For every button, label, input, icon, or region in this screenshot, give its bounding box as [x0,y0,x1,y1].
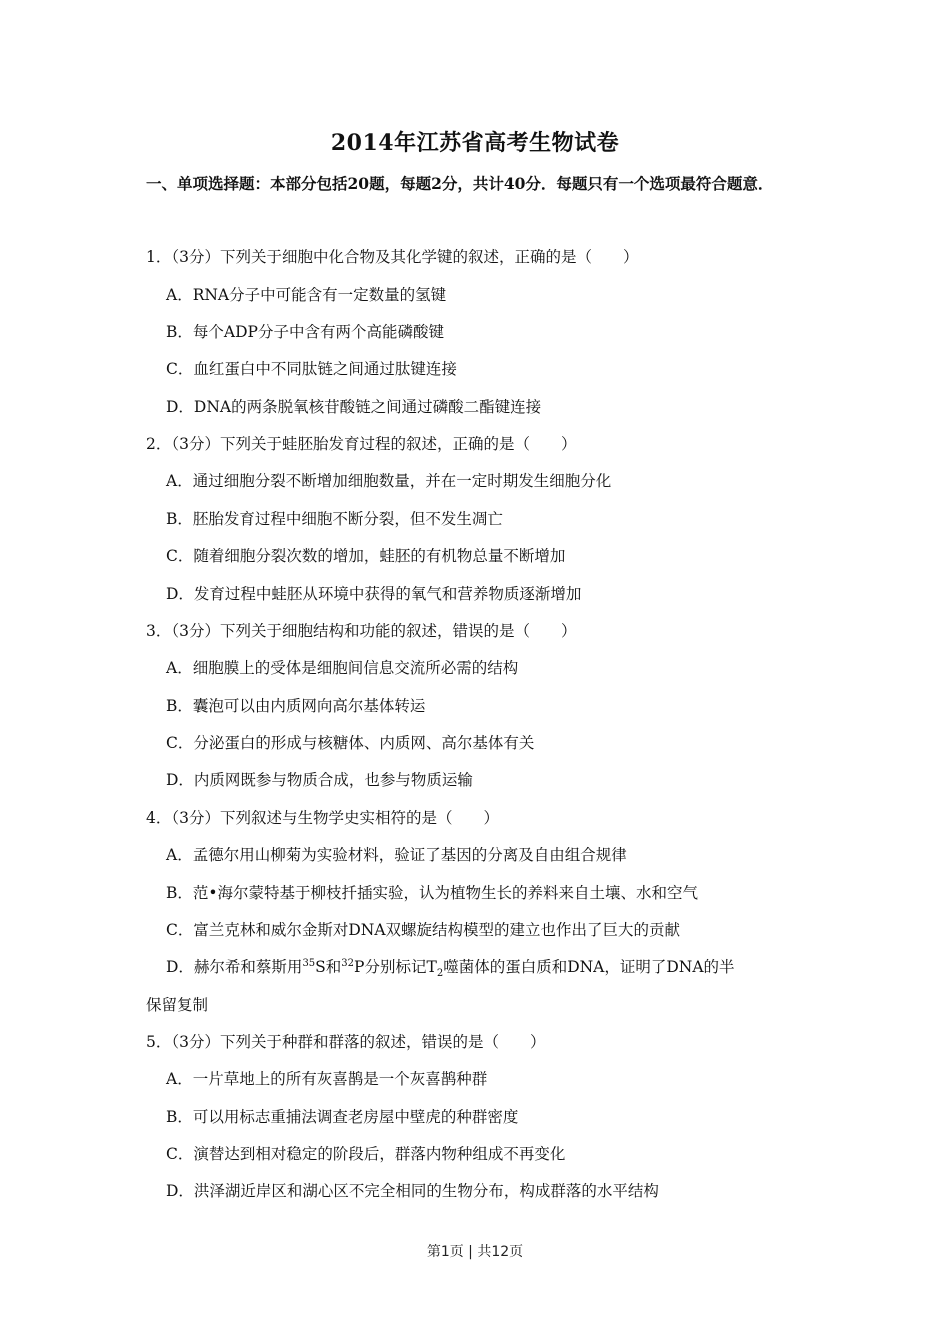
question-3-option-b: B．囊泡可以由内质网向高尔基体转运 [166,697,426,715]
option-d-text-3: P分别标记T [354,958,437,976]
question-5-option-c: C．演替达到相对稳定的阶段后，群落内物种组成不再变化 [166,1145,566,1163]
question-1-option-c: C．血红蛋白中不同肽链之间通过肽键连接 [166,360,457,378]
question-3-option-d: D．内质网既参与物质合成，也参与物质运输 [166,771,473,789]
question-3-stem: 3．（3分）下列关于细胞结构和功能的叙述，错误的是（ ） [146,622,577,640]
question-2-option-b: B．胚胎发育过程中细胞不断分裂，但不发生凋亡 [166,510,503,528]
question-2-stem: 2．（3分）下列关于蛙胚胎发育过程的叙述，正确的是（ ） [146,435,577,453]
option-d-text-1: D．赫尔希和蔡斯用 [166,958,303,976]
question-2-option-a: A．通过细胞分裂不断增加细胞数量，并在一定时期发生细胞分化 [166,472,612,490]
question-2-option-c: C．随着细胞分裂次数的增加，蛙胚的有机物总量不断增加 [166,547,566,565]
question-1-stem: 1．（3分）下列关于细胞中化合物及其化学键的叙述，正确的是（ ） [146,248,639,266]
page-footer: 第1页 | 共12页 [426,1244,524,1260]
question-1-option-a: A．RNA分子中可能含有一定数量的氢键 [166,286,447,304]
section-heading: 一、单项选择题：本部分包括20题，每题2分，共计40分．每题只有一个选项最符合题意． [146,174,774,193]
question-4-option-d-continuation: 保留复制 [146,996,209,1014]
option-d-text-2: S和 [315,958,342,976]
page-title: 2014年江苏省高考生物试卷 [330,130,620,156]
question-5-option-b: B．可以用标志重捕法调查老房屋中壁虎的种群密度 [166,1108,519,1126]
t2-subscript: 2 [436,968,444,980]
option-d-text-4: 噬菌体的蛋白质和DNA，证明了DNA的半 [443,958,735,976]
isotope-32-superscript: 32 [341,957,355,969]
question-5-stem: 5．（3分）下列关于种群和群落的叙述，错误的是（ ） [146,1033,546,1051]
question-5-option-d: D．洪泽湖近岸区和湖心区不完全相同的生物分布，构成群落的水平结构 [166,1182,659,1200]
isotope-35-superscript: 35 [302,957,316,969]
question-1-option-b: B．每个ADP分子中含有两个高能磷酸键 [166,323,444,341]
question-4-stem: 4．（3分）下列叙述与生物学史实相符的是（ ） [146,809,499,827]
question-5-option-a: A．一片草地上的所有灰喜鹊是一个灰喜鹊种群 [166,1070,488,1088]
question-4-option-c: C．富兰克林和威尔金斯对DNA双螺旋结构模型的建立也作出了巨大的贡献 [166,921,681,939]
question-3-option-a: A．细胞膜上的受体是细胞间信息交流所必需的结构 [166,659,519,677]
question-2-option-d: D．发育过程中蛙胚从环境中获得的氧气和营养物质逐渐增加 [166,585,582,603]
question-4-option-d [166,957,735,980]
question-4-option-b: B．范•海尔蒙特基于柳枝扦插实验，认为植物生长的养料来自土壤、水和空气 [166,884,699,902]
question-3-option-c: C．分泌蛋白的形成与核糖体、内质网、高尔基体有关 [166,734,535,752]
question-1-option-d: D．DNA的两条脱氧核苷酸链之间通过磷酸二酯键连接 [166,398,542,416]
question-4-option-a: A．孟德尔用山柳菊为实验材料，验证了基因的分离及自由组合规律 [166,846,627,864]
